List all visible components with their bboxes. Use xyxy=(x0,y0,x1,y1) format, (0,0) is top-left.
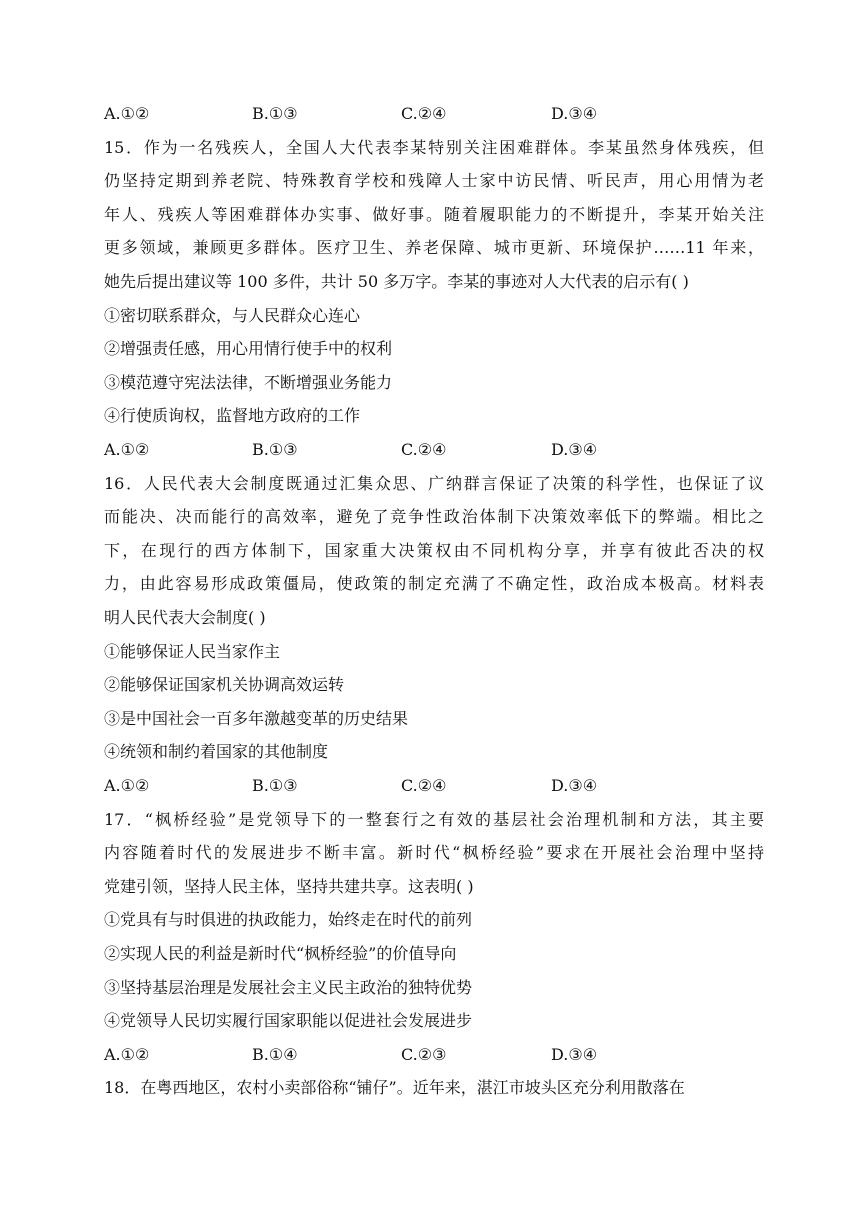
question-16-stem-line: 力，由此容易形成政策僵局，使政策的制定充满了不确定性，政治成本极高。材料表 xyxy=(104,574,764,594)
answer-option: C.②④ xyxy=(401,776,447,795)
question-15-stem-line: 更多领域，兼顾更多群体。医疗卫生、养老保障、城市更新、环境保护……11 年来， xyxy=(104,238,764,258)
statement-item: ②能够保证国家机关协调高效运转 xyxy=(104,675,345,695)
statement-item: ①密切联系群众，与人民群众心连心 xyxy=(104,305,361,325)
answer-option: C.②④ xyxy=(401,440,447,459)
statement-item: ①党具有与时俱进的执政能力，始终走在时代的前列 xyxy=(104,910,473,930)
statement-item: ③是中国社会一百多年激越变革的历史结果 xyxy=(104,708,409,728)
answer-option: A.①② xyxy=(104,776,150,795)
answer-option: A.①② xyxy=(104,1044,150,1064)
statement-item: ④行使质询权，监督地方政府的工作 xyxy=(104,406,361,426)
question-17-stem-line: 内容随着时代的发展进步不断丰富。新时代“枫桥经验”要求在开展社会治理中坚持 xyxy=(104,843,764,863)
question-16-stem-line: 而能决、决而能行的高效率，避免了竞争性政治体制下决策效率低下的弊端。相比之 xyxy=(104,507,764,527)
answer-option: D.③④ xyxy=(551,776,598,795)
statement-item: ④党领导人民切实履行国家职能以促进社会发展进步 xyxy=(104,1011,473,1031)
question-16-stem-line: 明人民代表大会制度( ) xyxy=(104,608,266,627)
answer-option: B.①③ xyxy=(252,104,298,123)
answer-option: A.①② xyxy=(104,104,150,123)
question-17-stem-line: 党建引领，坚持人民主体，坚持共建共享。这表明( ) xyxy=(104,876,474,896)
answer-option: A.①② xyxy=(104,440,150,459)
question-18-stem-line: 18．在粤西地区，农村小卖部俗称“铺仔”。近年来，湛江市坡头区充分利用散落在 xyxy=(104,1078,685,1098)
statement-item: ①能够保证人民当家作主 xyxy=(104,641,281,661)
question-17-stem-line: 17．“枫桥经验”是党领导下的一整套行之有效的基层社会治理机制和方法，其主要 xyxy=(104,809,764,829)
question-15-stem-line: 年人、残疾人等困难群体办实事、做好事。随着履职能力的不断提升，李某开始关注 xyxy=(104,204,764,224)
answer-option: B.①③ xyxy=(252,776,298,795)
statement-item: ④统领和制约着国家的其他制度 xyxy=(104,742,329,762)
answer-option: B.①④ xyxy=(252,1044,298,1064)
answer-option: C.②④ xyxy=(401,104,447,123)
statement-item: ③坚持基层治理是发展社会主义民主政治的独特优势 xyxy=(104,977,473,997)
answer-option: B.①③ xyxy=(252,440,298,459)
question-16-stem-line: 下，在现行的西方体制下，国家重大决策权由不同机构分享，并享有彼此否决的权 xyxy=(104,540,764,560)
question-15-stem-line: 15．作为一名残疾人，全国人大代表李某特别关注困难群体。李某虽然身体残疾，但 xyxy=(104,137,764,157)
answer-option: D.③④ xyxy=(551,440,598,459)
question-15-stem-line: 她先后提出建议等 100 多件，共计 50 多万字。李某的事迹对人大代表的启示有( ) xyxy=(104,272,689,291)
answer-option: D.③④ xyxy=(551,1044,598,1064)
statement-item: ②增强责任感，用心用情行使手中的权利 xyxy=(104,339,393,359)
answer-option: D.③④ xyxy=(551,104,598,123)
question-15-stem-line: 仍坚持定期到养老院、特殊教育学校和残障人士家中访民情、听民声，用心用情为老 xyxy=(104,171,764,191)
answer-option: C.②③ xyxy=(401,1044,447,1064)
statement-item: ②实现人民的利益是新时代“枫桥经验”的价值导向 xyxy=(104,944,457,963)
statement-item: ③模范遵守宪法法律，不断增强业务能力 xyxy=(104,372,393,392)
question-16-stem-line: 16．人民代表大会制度既通过汇集众思、广纳群言保证了决策的科学性，也保证了议 xyxy=(104,473,764,493)
